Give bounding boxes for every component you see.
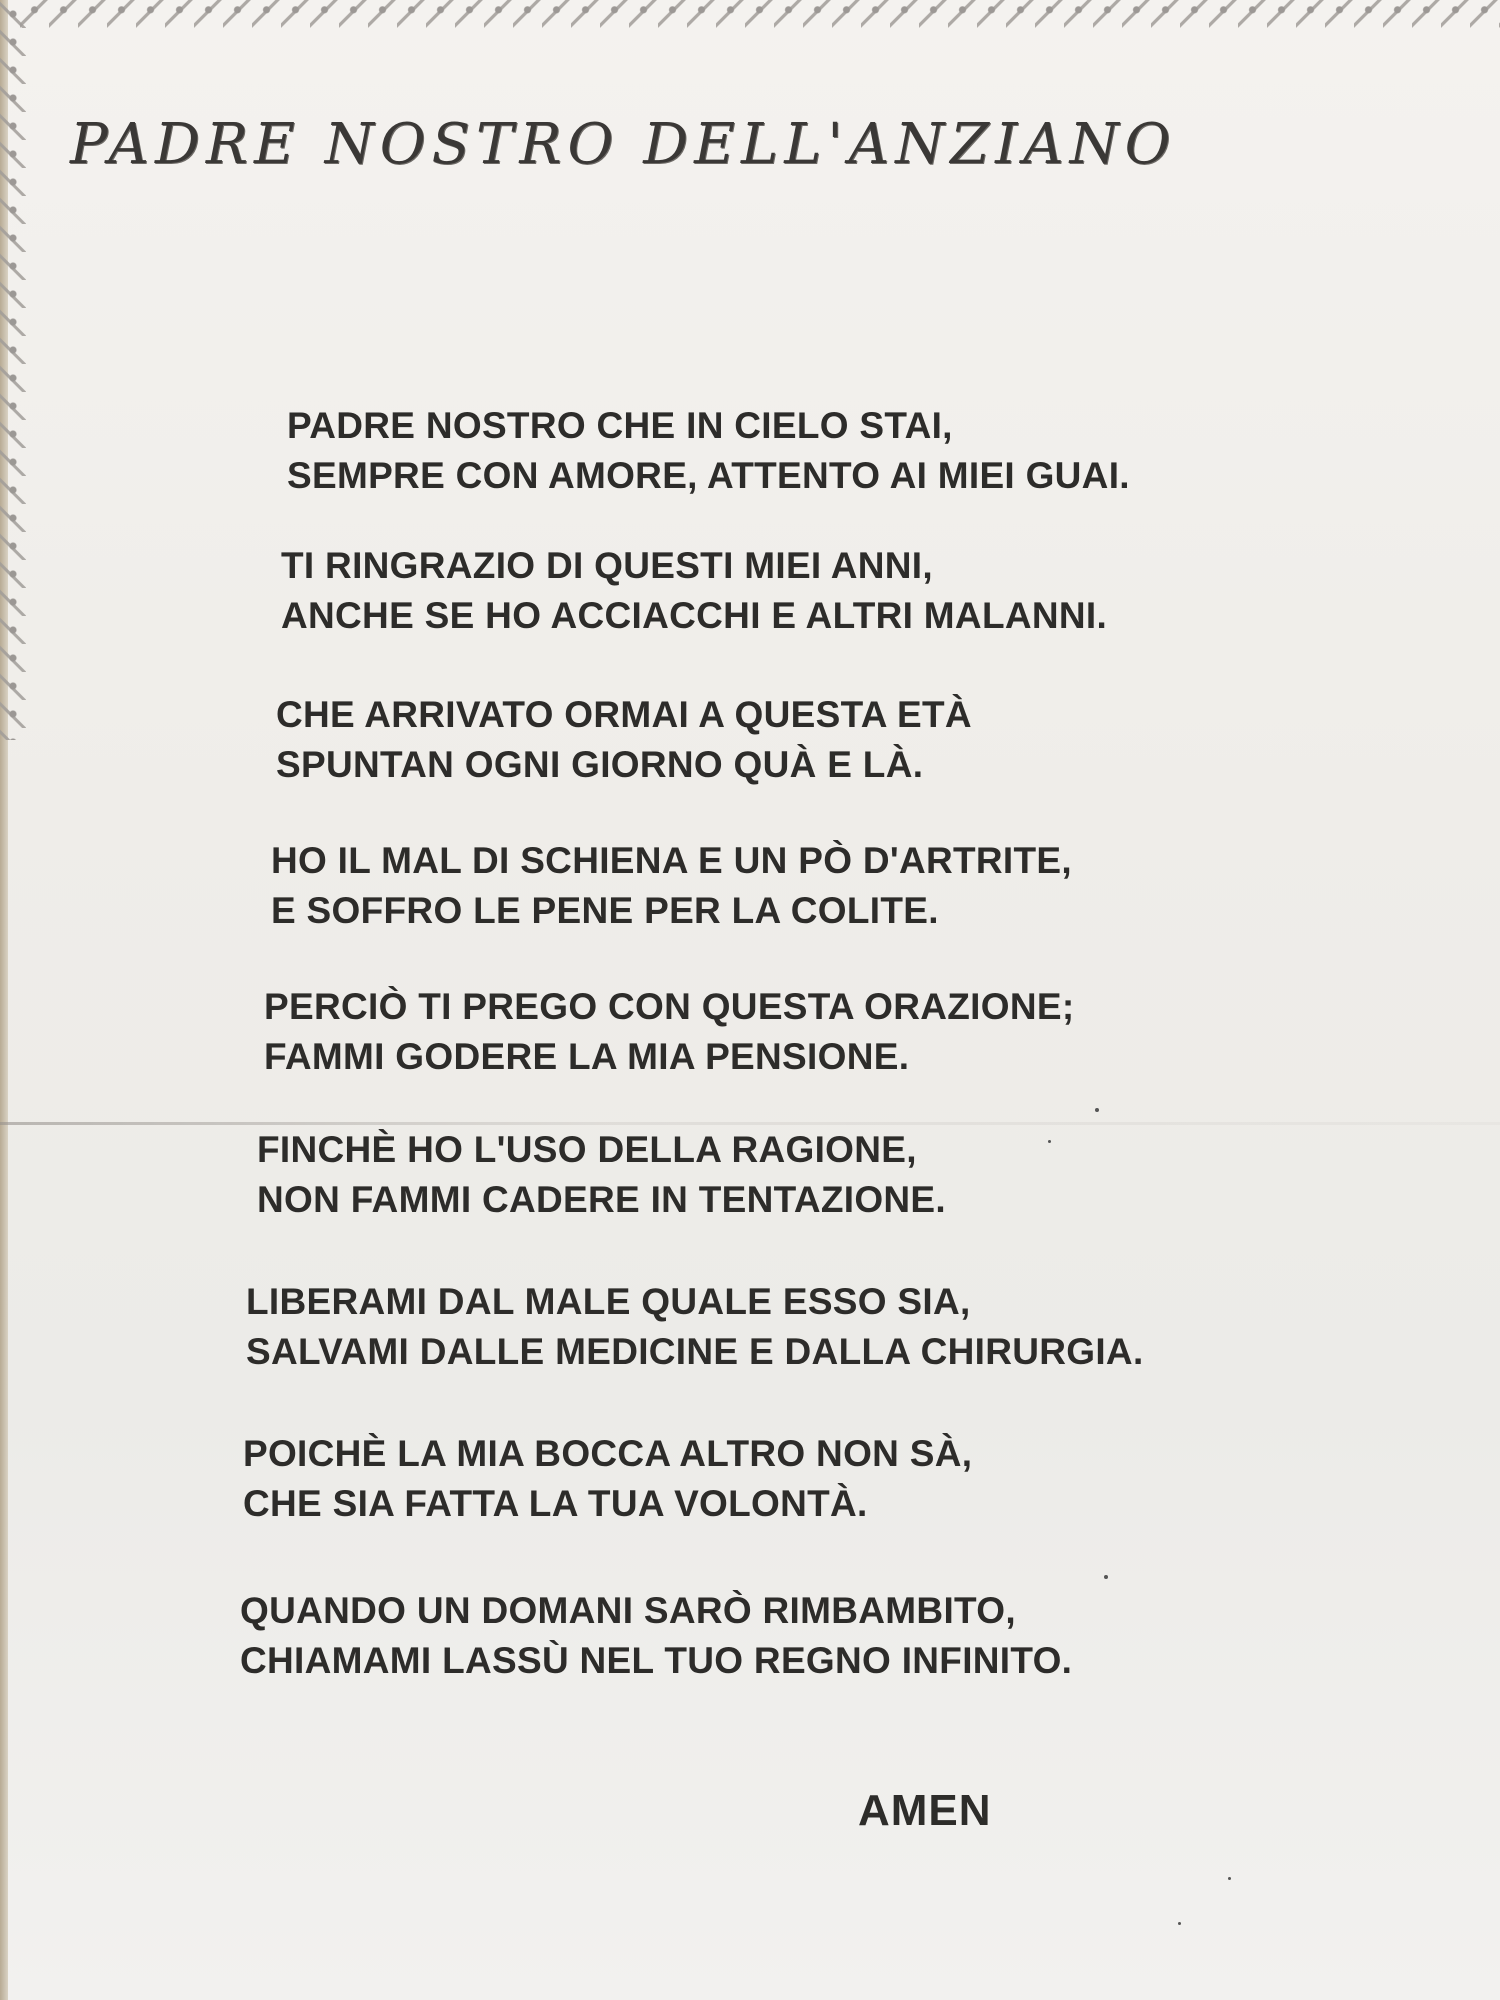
ink-speck: [1228, 1877, 1231, 1880]
poem-line: PADRE NOSTRO CHE IN CIELO STAI,: [287, 405, 953, 446]
poem-line: CHE SIA FATTA LA TUA VOLONTÀ.: [243, 1483, 868, 1524]
poem-line: LIBERAMI DAL MALE QUALE ESSO SIA,: [246, 1281, 971, 1322]
poem-line: FAMMI GODERE LA MIA PENSIONE.: [264, 1036, 910, 1077]
stanza-4: [271, 836, 1072, 936]
stanza-5: [264, 982, 1074, 1082]
page-title: PADRE NOSTRO DELL'ANZIANO: [70, 112, 1177, 177]
stanza-6: [257, 1125, 946, 1225]
ink-speck: [1178, 1922, 1181, 1925]
ink-speck: [1095, 1108, 1099, 1112]
stanza-8: [243, 1429, 972, 1529]
poem-line: FINCHÈ HO L'USO DELLA RAGIONE,: [257, 1129, 917, 1170]
stanza-7: [246, 1277, 1144, 1377]
poem-line: CHE ARRIVATO ORMAI A QUESTA ETÀ: [276, 694, 972, 735]
ink-speck: [1104, 1575, 1108, 1579]
poem-line: QUANDO UN DOMANI SARÒ RIMBAMBITO,: [240, 1590, 1016, 1631]
closing-amen: AMEN: [858, 1786, 992, 1835]
stanza-2: [281, 541, 1107, 641]
stanza-3: [276, 690, 972, 790]
poem-line: TI RINGRAZIO DI QUESTI MIEI ANNI,: [281, 545, 933, 586]
poem-line: POICHÈ LA MIA BOCCA ALTRO NON SÀ,: [243, 1433, 973, 1474]
poem-line: PERCIÒ TI PREGO CON QUESTA ORAZIONE;: [264, 986, 1075, 1027]
poem-line: E SOFFRO LE PENE PER LA COLITE.: [271, 890, 939, 931]
stanza-1: [287, 401, 1130, 501]
poem-line: HO IL MAL DI SCHIENA E UN PÒ D'ARTRITE,: [271, 840, 1072, 881]
stanza-9: [240, 1586, 1072, 1686]
poem-line: SEMPRE CON AMORE, ATTENTO AI MIEI GUAI.: [287, 455, 1130, 496]
poem-line: SPUNTAN OGNI GIORNO QUÀ E LÀ.: [276, 744, 924, 785]
ink-speck: [1048, 1140, 1051, 1143]
poem-line: SALVAMI DALLE MEDICINE E DALLA CHIRURGIA.: [246, 1331, 1144, 1372]
poem-line: NON FAMMI CADERE IN TENTAZIONE.: [257, 1179, 946, 1220]
poem-line: CHIAMAMI LASSÙ NEL TUO REGNO INFINITO.: [240, 1640, 1073, 1681]
poem-line: ANCHE SE HO ACCIACCHI E ALTRI MALANNI.: [281, 595, 1108, 636]
